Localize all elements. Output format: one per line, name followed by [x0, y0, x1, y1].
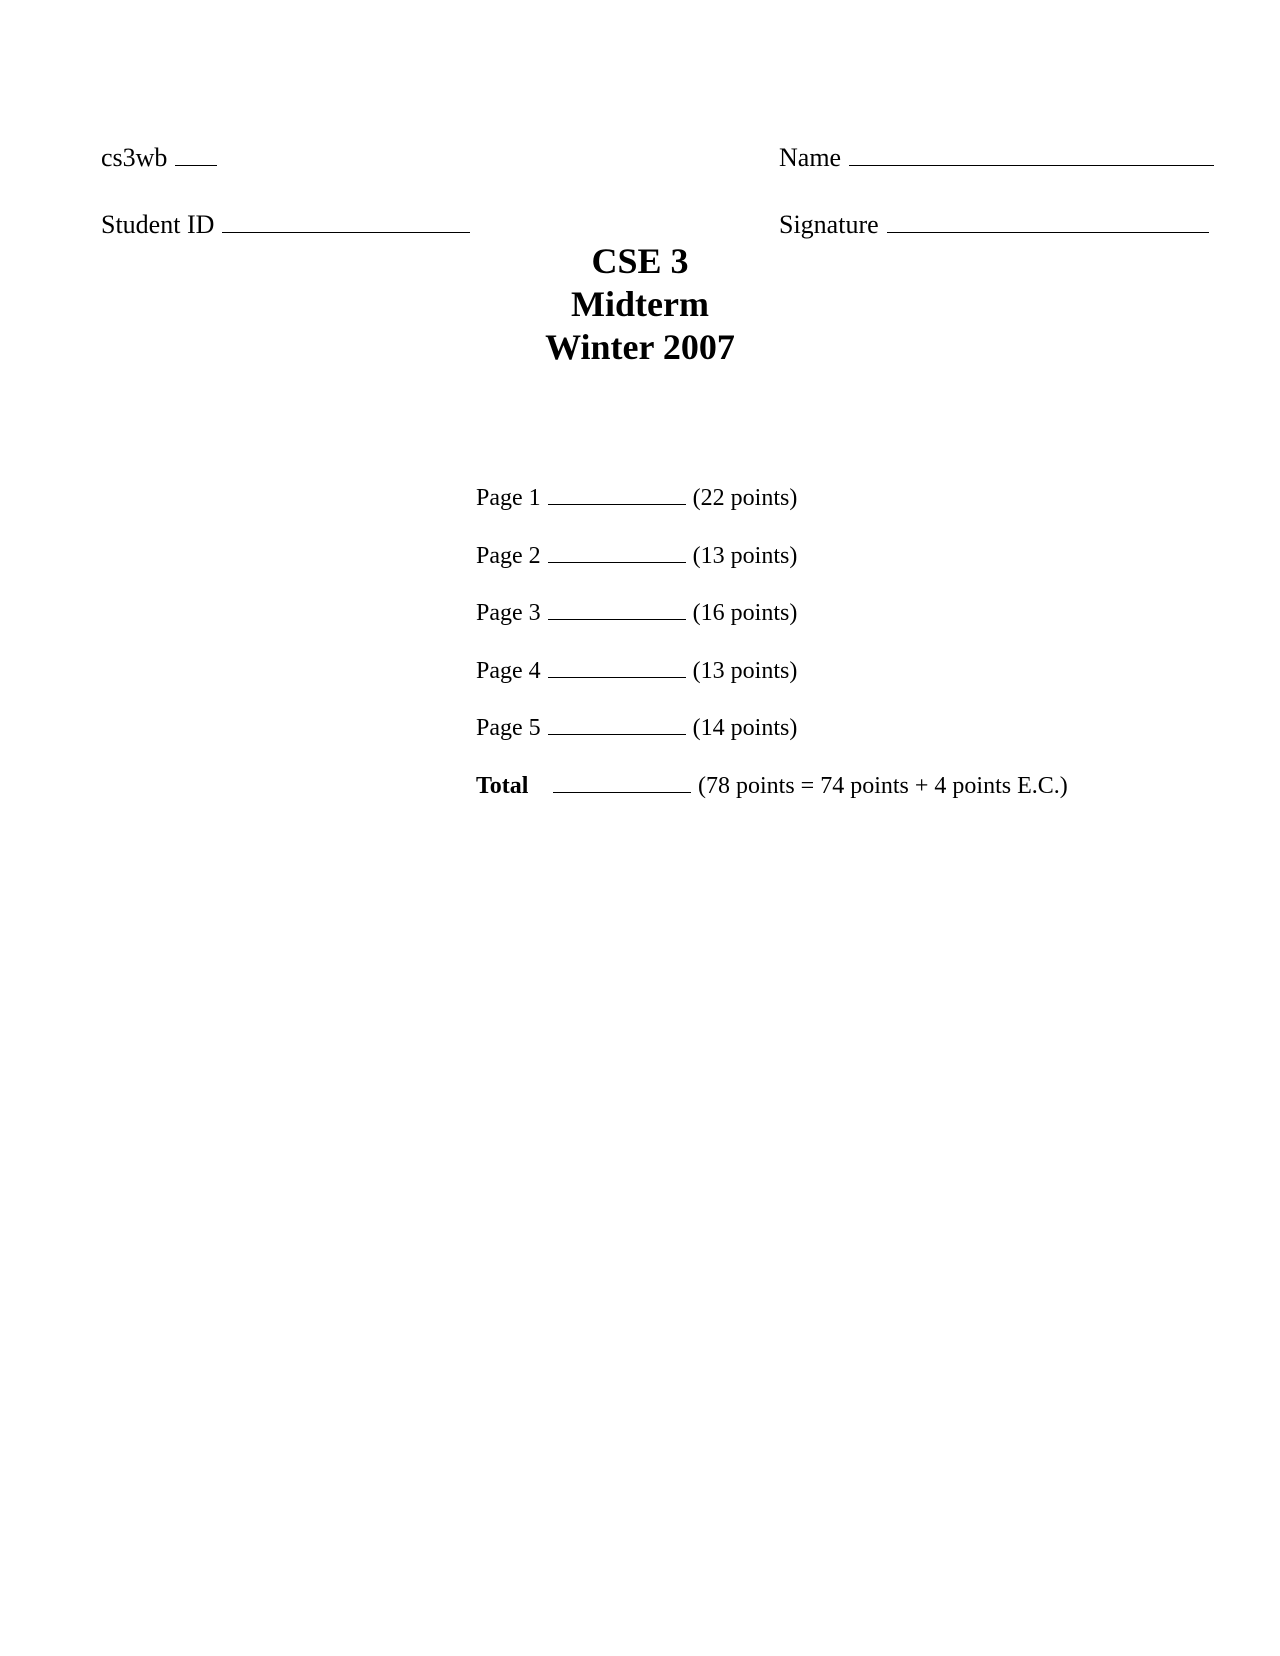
score-points: (22 points)	[692, 485, 798, 511]
student-id-blank[interactable]	[222, 210, 470, 233]
course-title: CSE 3	[591, 241, 689, 281]
class-code-blank[interactable]	[175, 143, 217, 166]
score-blank[interactable]	[548, 714, 686, 735]
name-label: Name	[779, 143, 842, 172]
score-points: (14 points)	[692, 715, 798, 741]
score-label: Page 2	[476, 543, 541, 569]
class-code-label: cs3wb	[101, 143, 168, 172]
score-blank[interactable]	[553, 772, 691, 793]
term-title: Winter 2007	[545, 327, 735, 367]
score-label: Page 5	[476, 715, 541, 741]
score-blank[interactable]	[548, 599, 686, 620]
signature-blank[interactable]	[887, 210, 1209, 233]
score-label: Page 1	[476, 485, 541, 511]
exam-title	[0, 240, 1280, 369]
score-points: (78 points = 74 points + 4 points E.C.)	[698, 773, 1068, 799]
score-row-total	[452, 741, 1068, 831]
score-points: (16 points)	[692, 600, 798, 626]
score-points: (13 points)	[692, 543, 798, 569]
score-blank[interactable]	[548, 542, 686, 563]
score-label: Page 3	[476, 600, 541, 626]
name-blank[interactable]	[849, 143, 1214, 166]
score-blank[interactable]	[548, 657, 686, 678]
score-label: Page 4	[476, 658, 541, 684]
signature-label: Signature	[779, 210, 879, 239]
student-id-label: Student ID	[101, 210, 215, 239]
score-blank[interactable]	[548, 484, 686, 505]
exam-type-title: Midterm	[571, 284, 709, 324]
score-points: (13 points)	[692, 658, 798, 684]
score-label: Total	[476, 773, 529, 799]
